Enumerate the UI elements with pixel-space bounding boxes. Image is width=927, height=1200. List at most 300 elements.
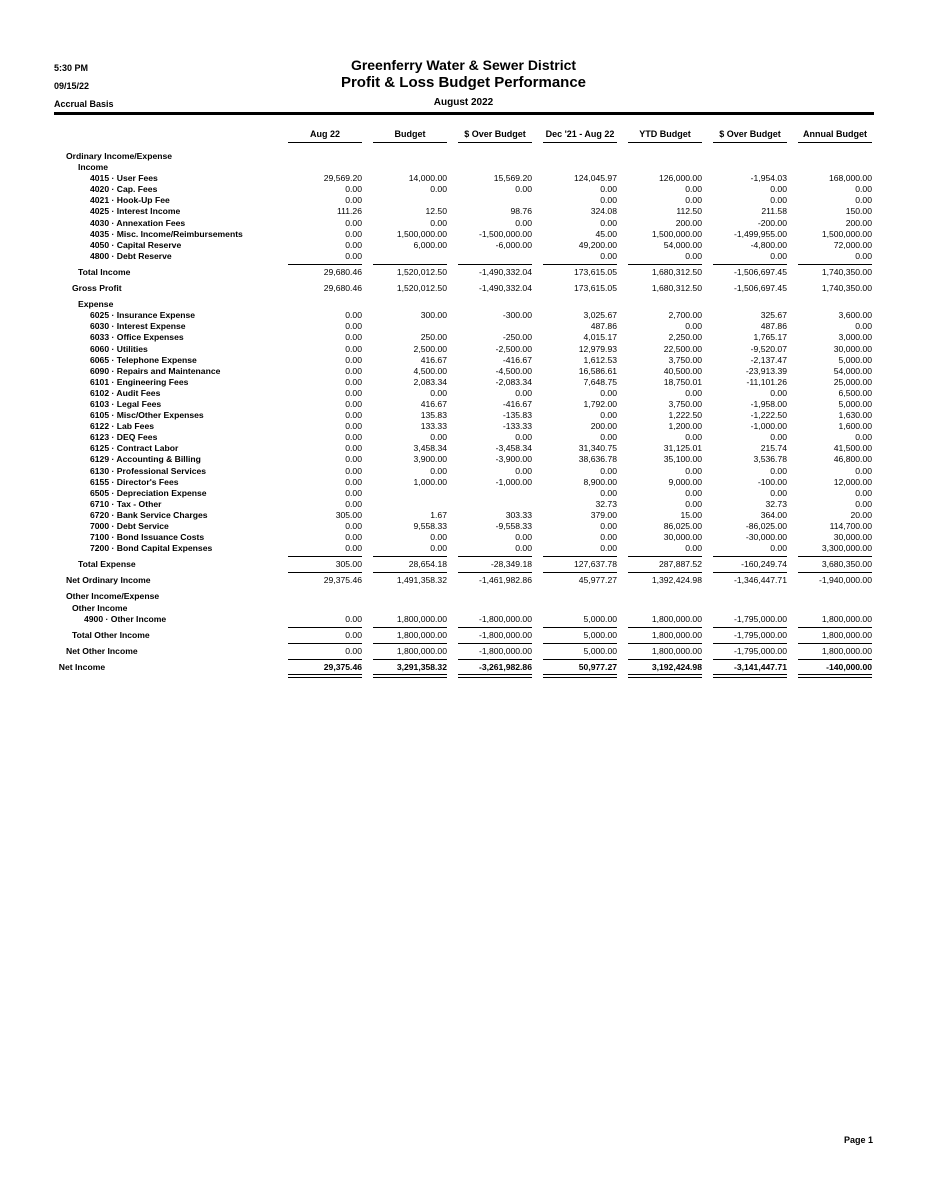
row-label: 6129 · Accounting & Billing [90, 454, 201, 465]
row-value: -160,249.74 [713, 559, 787, 569]
row-value: 112.50 [676, 206, 702, 217]
row-value: 0.00 [345, 354, 362, 365]
row-value: 0.00 [515, 465, 532, 476]
row-value: 379.00 [590, 509, 617, 520]
row-label: Total Other Income [72, 629, 150, 640]
row-value: 487.86 [760, 321, 787, 332]
col-ytd-budget: YTD Budget [628, 129, 702, 143]
row-value: 0.00 [770, 184, 787, 195]
row-value: 0.00 [855, 195, 872, 206]
row-value: 0.00 [685, 195, 702, 206]
row-value: -3,900.00 [495, 454, 532, 465]
report-row [0, 532, 927, 543]
row-value: 1,200.00 [668, 421, 702, 432]
row-value: 325.67 [760, 310, 787, 321]
row-value: 111.26 [336, 206, 362, 217]
row-value: 0.00 [600, 250, 617, 261]
row-value: 12,979.93 [578, 343, 617, 354]
row-value: 3,750.00 [668, 354, 702, 365]
row-value: 0.00 [345, 239, 362, 250]
report-row [0, 575, 927, 586]
row-value: 300.00 [420, 310, 447, 321]
row-value: 38,636.78 [578, 454, 617, 465]
row-value: 0.00 [345, 184, 362, 195]
row-value: -11,101.26 [746, 376, 787, 387]
row-value: -2,137.47 [750, 354, 787, 365]
row-value: 28,654.18 [373, 559, 447, 569]
row-value: 1,792.00 [583, 398, 617, 409]
row-value: 0.00 [855, 250, 872, 261]
row-value: 1,680,312.50 [651, 283, 702, 294]
row-value: 86,025.00 [663, 521, 702, 531]
row-value: 14,000.00 [408, 173, 447, 184]
row-value: 0.00 [600, 532, 617, 543]
row-value: 0.00 [685, 432, 702, 443]
row-value: -250.00 [502, 332, 532, 343]
row-value: 0.00 [515, 387, 532, 398]
row-value: -1,958.00 [750, 398, 787, 409]
row-label: 6025 · Insurance Expense [90, 310, 196, 321]
row-value: 211.58 [761, 206, 787, 217]
row-value: 487.86 [590, 321, 617, 332]
row-value: 0.00 [855, 465, 872, 476]
row-value: -300.00 [502, 310, 532, 321]
row-value: 0.00 [855, 184, 872, 195]
row-value: 0.00 [685, 387, 702, 398]
row-value: 133.33 [420, 421, 447, 432]
row-value: -23,913.39 [745, 365, 787, 376]
report-row [0, 662, 927, 673]
col-annual-budget: Annual Budget [798, 129, 872, 143]
row-label: 6105 · Misc/Other Expenses [90, 410, 204, 421]
row-value: 124,045.97 [573, 173, 617, 184]
row-value: 0.00 [345, 195, 362, 206]
row-label: Income [78, 162, 109, 173]
row-value: 1,800,000.00 [798, 646, 872, 656]
row-value: -135.83 [502, 410, 532, 421]
row-value: 29,569.20 [323, 173, 362, 184]
row-value: 0.00 [288, 646, 362, 656]
row-value: 1,765.17 [753, 332, 787, 343]
report-row [0, 591, 927, 602]
row-value: 3,025.67 [583, 310, 617, 321]
row-value: -1,499,955.00 [733, 228, 787, 239]
row-value: 2,083.34 [413, 376, 447, 387]
row-value: 0.00 [345, 465, 362, 476]
row-value: 8,900.00 [583, 476, 617, 487]
row-value: 3,600.00 [838, 310, 872, 321]
row-value: -1,800,000.00 [458, 646, 532, 656]
row-value: 0.00 [430, 217, 447, 228]
row-value: 50,977.27 [543, 662, 617, 672]
row-value: 0.00 [685, 487, 702, 498]
row-value: 29,680.46 [323, 283, 362, 294]
row-value: 2,500.00 [413, 343, 447, 354]
report-row [0, 366, 927, 377]
row-value: 29,680.46 [288, 267, 362, 277]
row-value: 45,977.27 [543, 575, 617, 585]
row-value: -416.67 [502, 398, 532, 409]
row-value: -3,261,982.86 [458, 662, 532, 672]
row-value: 0.00 [430, 465, 447, 476]
row-value: 0.00 [770, 195, 787, 206]
report-basis: Accrual Basis [54, 99, 114, 109]
row-label: 4020 · Cap. Fees [90, 184, 158, 195]
report-row [0, 454, 927, 465]
row-value: 0.00 [515, 432, 532, 443]
row-value: 150.00 [845, 206, 872, 217]
col-ytd-over-budget: $ Over Budget [713, 129, 787, 143]
row-value: 200.00 [590, 421, 617, 432]
row-value: 31,125.01 [663, 443, 702, 454]
row-value: 0.00 [288, 630, 362, 640]
row-value: 0.00 [685, 465, 702, 476]
report-row [0, 251, 927, 262]
row-value: 5,000.00 [838, 398, 872, 409]
report-row [0, 151, 927, 162]
report-row [0, 466, 927, 477]
row-value: -1,000.00 [750, 421, 787, 432]
row-value: 45.00 [595, 228, 617, 239]
row-value: 9,558.33 [413, 521, 447, 531]
row-value: 1,491,358.32 [373, 575, 447, 585]
row-value: 29,375.46 [288, 662, 362, 672]
row-value: 0.00 [345, 521, 362, 531]
row-value: 3,900.00 [413, 454, 447, 465]
row-value: 0.00 [515, 532, 532, 543]
report-row [0, 173, 927, 184]
report-row [0, 410, 927, 421]
report-row [0, 543, 927, 554]
report-body [0, 151, 927, 673]
row-value: 3,000.00 [838, 332, 872, 343]
row-value: 200.00 [675, 217, 702, 228]
report-row [0, 559, 927, 570]
row-value: 0.00 [345, 321, 362, 332]
row-value: 49,200.00 [578, 239, 617, 250]
row-value: 0.00 [600, 195, 617, 206]
row-value: 0.00 [345, 228, 362, 239]
row-value: -1,940,000.00 [798, 575, 872, 585]
row-value: 54,000.00 [663, 239, 702, 250]
row-value: -133.33 [502, 421, 532, 432]
row-label: 4050 · Capital Reserve [90, 239, 182, 250]
row-value: -4,500.00 [495, 365, 532, 376]
row-label: Other Income/Expense [66, 591, 160, 602]
row-value: 1,800,000.00 [373, 646, 447, 656]
row-value: 1.67 [430, 509, 447, 520]
row-value: 1,800,000.00 [373, 630, 447, 640]
row-value: 3,458.34 [413, 443, 447, 454]
row-value: 0.00 [855, 432, 872, 443]
row-label: 6125 · Contract Labor [90, 443, 179, 454]
row-value: 0.00 [855, 498, 872, 509]
row-value: 1,630.00 [838, 410, 872, 421]
row-value: -2,500.00 [495, 343, 532, 354]
row-label: 6033 · Office Expenses [90, 332, 184, 343]
row-value: -30,000.00 [745, 532, 787, 543]
row-value: 5,000.00 [583, 613, 617, 624]
row-value: 5,000.00 [838, 354, 872, 365]
row-label: Net Income [58, 661, 106, 672]
row-label: Other Income [72, 602, 128, 613]
row-value: 0.00 [345, 343, 362, 354]
row-value: 25,000.00 [833, 376, 872, 387]
row-value: 0.00 [345, 398, 362, 409]
row-value: 6,500.00 [838, 387, 872, 398]
row-value: 6,000.00 [413, 239, 447, 250]
row-value: 4,500.00 [413, 365, 447, 376]
row-value: -1,000.00 [495, 476, 532, 487]
row-value: 173,615.05 [543, 267, 617, 277]
row-value: 0.00 [345, 376, 362, 387]
report-row [0, 646, 927, 657]
report-row [0, 421, 927, 432]
row-value: 1,800,000.00 [396, 613, 447, 624]
row-value: 416.67 [420, 354, 447, 365]
row-value: -1,500,000.00 [478, 228, 532, 239]
row-value: 41,500.00 [833, 443, 872, 454]
row-value: 31,340.75 [578, 443, 617, 454]
row-value: 54,000.00 [833, 365, 872, 376]
row-value: 0.00 [345, 454, 362, 465]
row-value: 1,392,424.98 [628, 575, 702, 585]
row-value: 127,637.78 [543, 559, 617, 569]
row-value: 0.00 [345, 387, 362, 398]
row-value: -9,520.07 [750, 343, 787, 354]
row-value: 0.00 [685, 321, 702, 332]
row-value: -1,795,000.00 [713, 646, 787, 656]
row-label: Ordinary Income/Expense [66, 151, 173, 161]
report-row [0, 162, 927, 173]
row-value: 1,800,000.00 [628, 646, 702, 656]
column-headers [0, 129, 927, 145]
report-row [0, 399, 927, 410]
row-value: 15,569.20 [493, 173, 532, 184]
row-value: 0.00 [600, 217, 617, 228]
col-budget: Budget [373, 129, 447, 143]
row-label: 6030 · Interest Expense [90, 321, 186, 332]
row-value: 29,375.46 [288, 575, 362, 585]
row-value: 324.08 [590, 206, 617, 217]
row-value: 0.00 [345, 310, 362, 321]
report-time: 5:30 PM [54, 63, 89, 73]
row-value: 0.00 [345, 410, 362, 421]
row-label: 6710 · Tax - Other [90, 498, 162, 509]
report-row [0, 344, 927, 355]
row-label: 4030 · Annexation Fees [90, 217, 186, 228]
row-value: 0.00 [430, 387, 447, 398]
row-value: 15.00 [680, 509, 702, 520]
row-value: 287,887.52 [628, 559, 702, 569]
row-value: -1,490,332.04 [458, 267, 532, 277]
row-label: 4015 · User Fees [90, 173, 158, 184]
row-value: 1,800,000.00 [628, 630, 702, 640]
row-value: 1,520,012.50 [396, 283, 447, 294]
row-value: 1,222.50 [668, 410, 702, 421]
row-value: 2,700.00 [668, 310, 702, 321]
row-value: 364.00 [760, 509, 787, 520]
row-value: 0.00 [345, 532, 362, 543]
row-label: Expense [78, 299, 114, 310]
row-value: 0.00 [770, 250, 787, 261]
row-value: 0.00 [345, 613, 362, 624]
report-title: Profit & Loss Budget Performance [340, 74, 587, 91]
row-value: -1,506,697.45 [713, 267, 787, 277]
row-value: 0.00 [345, 250, 362, 261]
row-value: 35,100.00 [663, 454, 702, 465]
report-row [0, 377, 927, 388]
row-label: Total Expense [78, 559, 136, 570]
row-value: 46,800.00 [833, 454, 872, 465]
row-value: 0.00 [600, 410, 617, 421]
row-value: -100.00 [757, 476, 787, 487]
row-value: 0.00 [515, 217, 532, 228]
row-value: 1,800,000.00 [821, 613, 872, 624]
report-row [0, 267, 927, 278]
row-label: 4021 · Hook-Up Fee [90, 195, 170, 206]
report-row [0, 321, 927, 332]
row-value: 1,000.00 [413, 476, 447, 487]
row-value: 3,291,358.32 [373, 662, 447, 672]
row-value: 135.83 [420, 410, 447, 421]
row-value: 0.00 [345, 487, 362, 498]
row-value: 0.00 [345, 421, 362, 432]
row-value: 200.00 [845, 217, 872, 228]
row-value: 1,800,000.00 [651, 613, 702, 624]
row-value: 0.00 [770, 465, 787, 476]
report-row [0, 240, 927, 251]
row-value: 173,615.05 [573, 283, 617, 294]
row-label: Total Income [78, 266, 131, 277]
report-row [0, 229, 927, 240]
row-value: 215.74 [760, 443, 787, 454]
page-number: Page 1 [843, 1135, 873, 1145]
row-label: 6720 · Bank Service Charges [90, 509, 208, 520]
row-value: 4,015.17 [583, 332, 617, 343]
row-value: 3,750.00 [668, 398, 702, 409]
row-value: 3,536.78 [753, 454, 787, 465]
row-value: 1,500,000.00 [396, 228, 447, 239]
row-value: -86,025.00 [745, 521, 787, 531]
row-value: 18,750.01 [663, 376, 702, 387]
report-row [0, 488, 927, 499]
row-value: 0.00 [345, 476, 362, 487]
row-label: 7200 · Bond Capital Expenses [90, 543, 213, 554]
row-value: 0.00 [600, 521, 617, 531]
row-label: 6090 · Repairs and Maintenance [90, 365, 221, 376]
row-value: 0.00 [855, 321, 872, 332]
row-value: 3,300,000.00 [821, 543, 872, 554]
report-row [0, 299, 927, 310]
row-value: 0.00 [770, 543, 787, 554]
row-value: 0.00 [685, 498, 702, 509]
row-value: -3,141,447.71 [713, 662, 787, 672]
report-row [0, 630, 927, 641]
row-value: 1,680,312.50 [628, 267, 702, 277]
row-value: 1,612.53 [583, 354, 617, 365]
row-value: 30,000.00 [833, 532, 872, 543]
row-value: -4,800.00 [750, 239, 787, 250]
row-value: 0.00 [685, 250, 702, 261]
row-value: 40,500.00 [663, 365, 702, 376]
row-value: -1,795,000.00 [733, 613, 787, 624]
report-row [0, 184, 927, 195]
row-value: 0.00 [515, 184, 532, 195]
row-value: 2,250.00 [668, 332, 702, 343]
row-label: Net Other Income [66, 645, 138, 656]
row-value: 1,740,350.00 [798, 267, 872, 277]
row-value: 12.50 [425, 206, 447, 217]
report-period: August 2022 [433, 97, 494, 108]
row-label: 6102 · Audit Fees [90, 387, 161, 398]
row-value: 0.00 [345, 365, 362, 376]
row-value: 303.33 [505, 509, 532, 520]
row-value: 126,000.00 [658, 173, 702, 184]
header-divider [54, 112, 874, 115]
row-value: 1,500,000.00 [651, 228, 702, 239]
row-value: -3,458.34 [495, 443, 532, 454]
row-value: 3,680,350.00 [798, 559, 872, 569]
report-row [0, 499, 927, 510]
row-value: 0.00 [430, 432, 447, 443]
row-value: 0.00 [600, 543, 617, 554]
row-label: Net Ordinary Income [66, 575, 151, 586]
row-value: 0.00 [770, 487, 787, 498]
row-value: -1,346,447.71 [713, 575, 787, 585]
row-value: 0.00 [345, 217, 362, 228]
row-value: 0.00 [345, 332, 362, 343]
row-label: 7100 · Bond Issuance Costs [90, 532, 205, 543]
row-value: -1,490,332.04 [478, 283, 532, 294]
row-value: 9,000.00 [668, 476, 702, 487]
row-value: -28,349.18 [458, 559, 532, 569]
row-label: 6122 · Lab Fees [90, 421, 155, 432]
row-value: 16,586.61 [578, 365, 617, 376]
row-value: 1,600.00 [838, 421, 872, 432]
row-value: -1,222.50 [750, 410, 787, 421]
row-value: -6,000.00 [495, 239, 532, 250]
row-value: 0.00 [430, 184, 447, 195]
report-row [0, 355, 927, 366]
row-value: -1,800,000.00 [458, 630, 532, 640]
row-label: 6065 · Telephone Expense [90, 354, 197, 365]
row-value: 0.00 [515, 543, 532, 554]
row-value: -1,461,982.86 [458, 575, 532, 585]
row-label: 6130 · Professional Services [90, 465, 207, 476]
report-row [0, 510, 927, 521]
report-row [0, 195, 927, 206]
row-value: 12,000.00 [833, 476, 872, 487]
row-value: 0.00 [770, 387, 787, 398]
row-label: 6060 · Utilities [90, 343, 148, 354]
row-value: 1,740,350.00 [821, 283, 872, 294]
row-label: 6155 · Director's Fees [90, 476, 179, 487]
row-value: 0.00 [345, 443, 362, 454]
row-label: 6123 · DEQ Fees [90, 432, 158, 443]
col-ytd-actual: Dec '21 - Aug 22 [543, 129, 617, 143]
row-label: 4900 · Other Income [84, 613, 167, 624]
row-value: -1,800,000.00 [478, 613, 532, 624]
report-row [0, 332, 927, 343]
report-row [0, 603, 927, 614]
row-value: 1,500,000.00 [821, 228, 872, 239]
col-aug22: Aug 22 [288, 129, 362, 143]
row-label: 4800 · Debt Reserve [90, 250, 172, 261]
row-value: 22,500.00 [663, 343, 702, 354]
row-label: 6505 · Depreciation Expense [90, 487, 207, 498]
row-label: 4035 · Misc. Income/Reimbursements [90, 228, 243, 239]
